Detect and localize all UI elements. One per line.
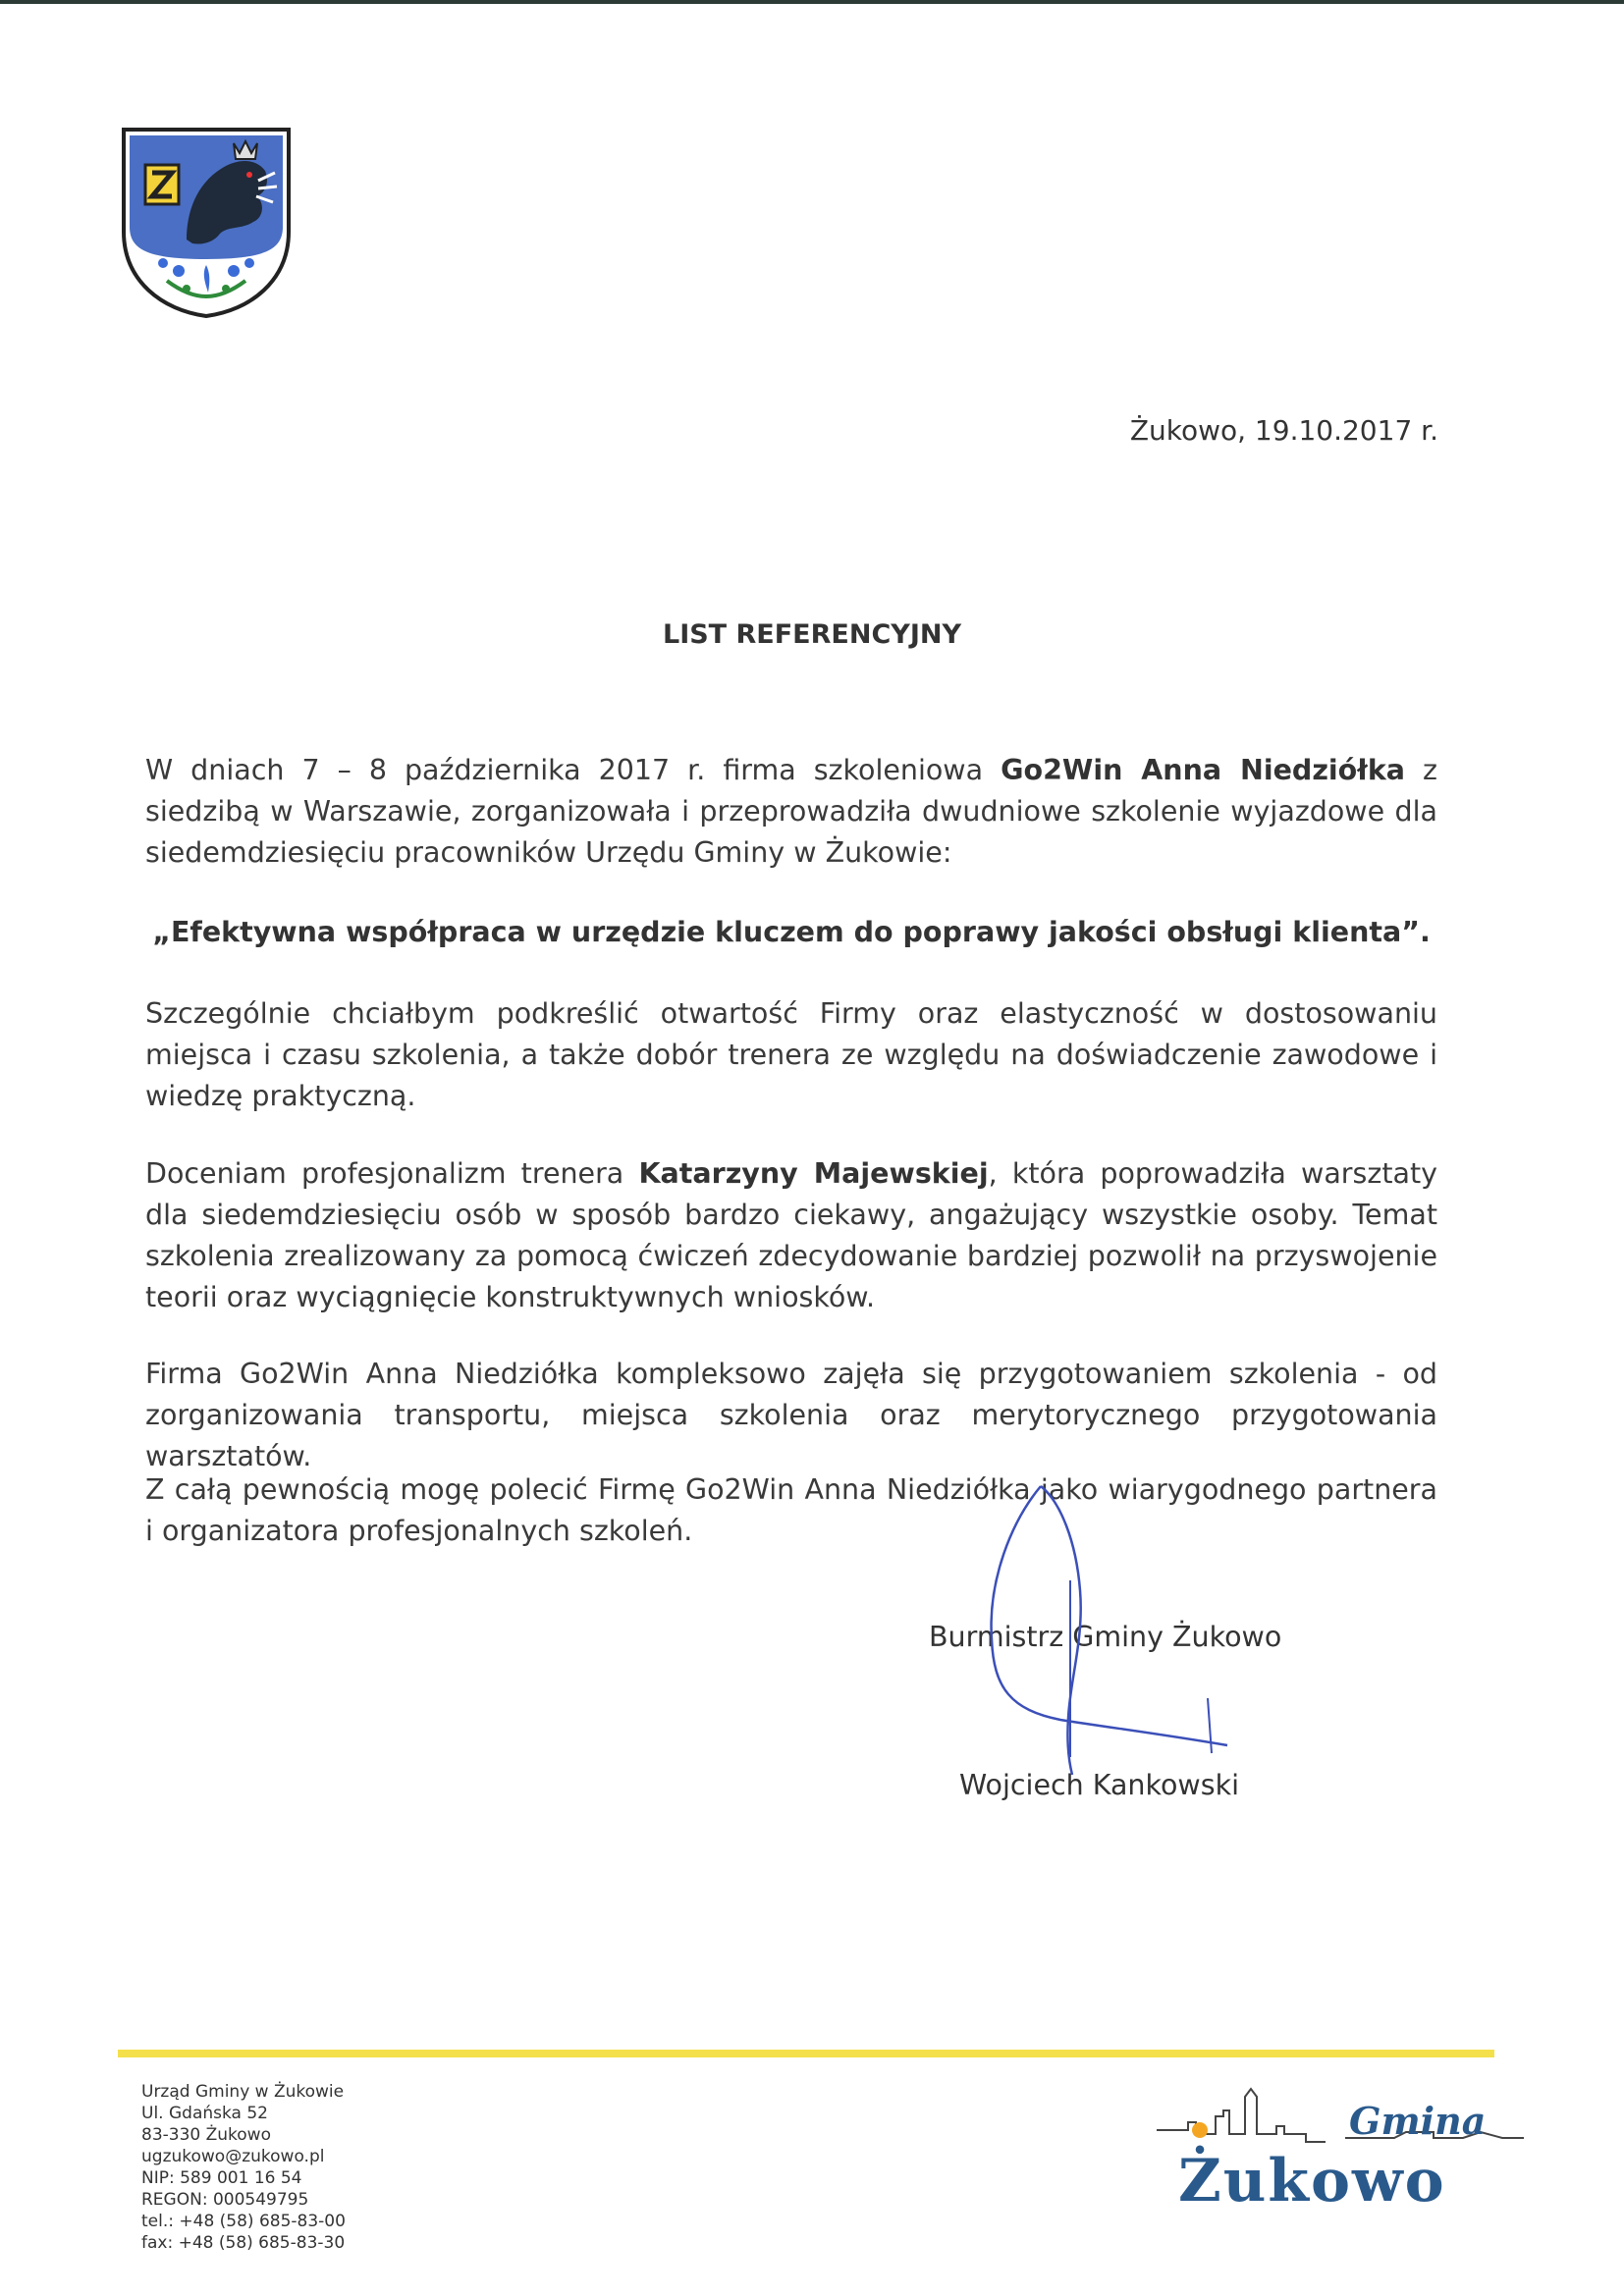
training-title-quote: „Efektywna współpraca w urzędzie kluczem do poprawy jakości obsługi klienta”. xyxy=(152,916,1431,948)
page-top-edge xyxy=(0,0,1624,4)
gmina-zukowo-logo xyxy=(1139,2083,1532,2230)
paragraph-4: Firma Go2Win Anna Niedziółka kompleksowo zajęła się przygotowaniem szkolenia - od zorganizowania transportu, miejsca szkolenia oraz merytorycznego przygotowania warsztatów. xyxy=(145,1358,1437,1472)
footer-divider xyxy=(118,2050,1494,2057)
paragraph-1: W dniach 7 – 8 października 2017 r. firma szkoleniowa Go2Win Anna Niedziółka z siedzibą w Warszawie, zorganizowała i przeprowadziła dwudniowe szkolenie wyjazdowe dla siedemdziesięciu pracowników Urzędu Gminy w Żukowie: xyxy=(145,754,1437,869)
document-title: LIST REFERENCYJNY xyxy=(662,619,962,650)
letter-date: Żukowo, 19.10.2017 r. xyxy=(1129,414,1438,447)
signatory-title: Burmistrz Gminy Żukowo xyxy=(929,1621,1282,1653)
handwritten-signature xyxy=(933,1463,1247,1777)
logo-gmina-text: Gmina xyxy=(1349,2099,1487,2143)
paragraph-3: Doceniam profesjonalizm trenera Katarzyny Majewskiej, która poprowadziła warsztaty dla siedemdziesięciu osób w sposób bardzo ciekawy, angażujący wszystkie osoby. Temat szkolenia zrealizowany za pomocą ćwiczeń zdecydowanie bardziej pozwolił na przyswojenie teorii oraz wyciągnięcie konstruktywnych wniosków. xyxy=(145,1157,1438,1313)
footer-line: Urząd Gminy w Żukowie xyxy=(141,2082,345,2102)
logo-zukowo-text: Żukowo xyxy=(1178,2147,1446,2216)
paragraph-2: Szczególnie chciałbym podkreślić otwartość Firmy oraz elastyczność w dostosowaniu miejsca i czasu szkolenia, a także dobór trenera ze względu na doświadczenie zawodowe i wiedzę praktyczną. xyxy=(145,997,1437,1112)
footer-line: NIP: 589 001 16 54 xyxy=(141,2168,302,2188)
footer-line: Ul. Gdańska 52 xyxy=(141,2104,268,2123)
footer-line: tel.: +48 (58) 685-83-00 xyxy=(141,2212,346,2231)
footer-line: fax: +48 (58) 685-83-30 xyxy=(141,2233,346,2253)
signatory-name: Wojciech Kankowski xyxy=(959,1769,1239,1801)
footer-email[interactable]: ugzukowo@zukowo.pl xyxy=(141,2147,325,2166)
coat-of-arms-icon xyxy=(118,124,295,320)
footer-line: REGON: 000549795 xyxy=(141,2190,309,2210)
paragraph-5: Z całą pewnością mogę polecić Firmę Go2Win Anna Niedziółka jako wiarygodnego partnera i organizatora profesjonalnych szkoleń. xyxy=(145,1473,1437,1547)
footer-address xyxy=(141,2081,346,2254)
footer-line: 83-330 Żukowo xyxy=(141,2125,271,2145)
